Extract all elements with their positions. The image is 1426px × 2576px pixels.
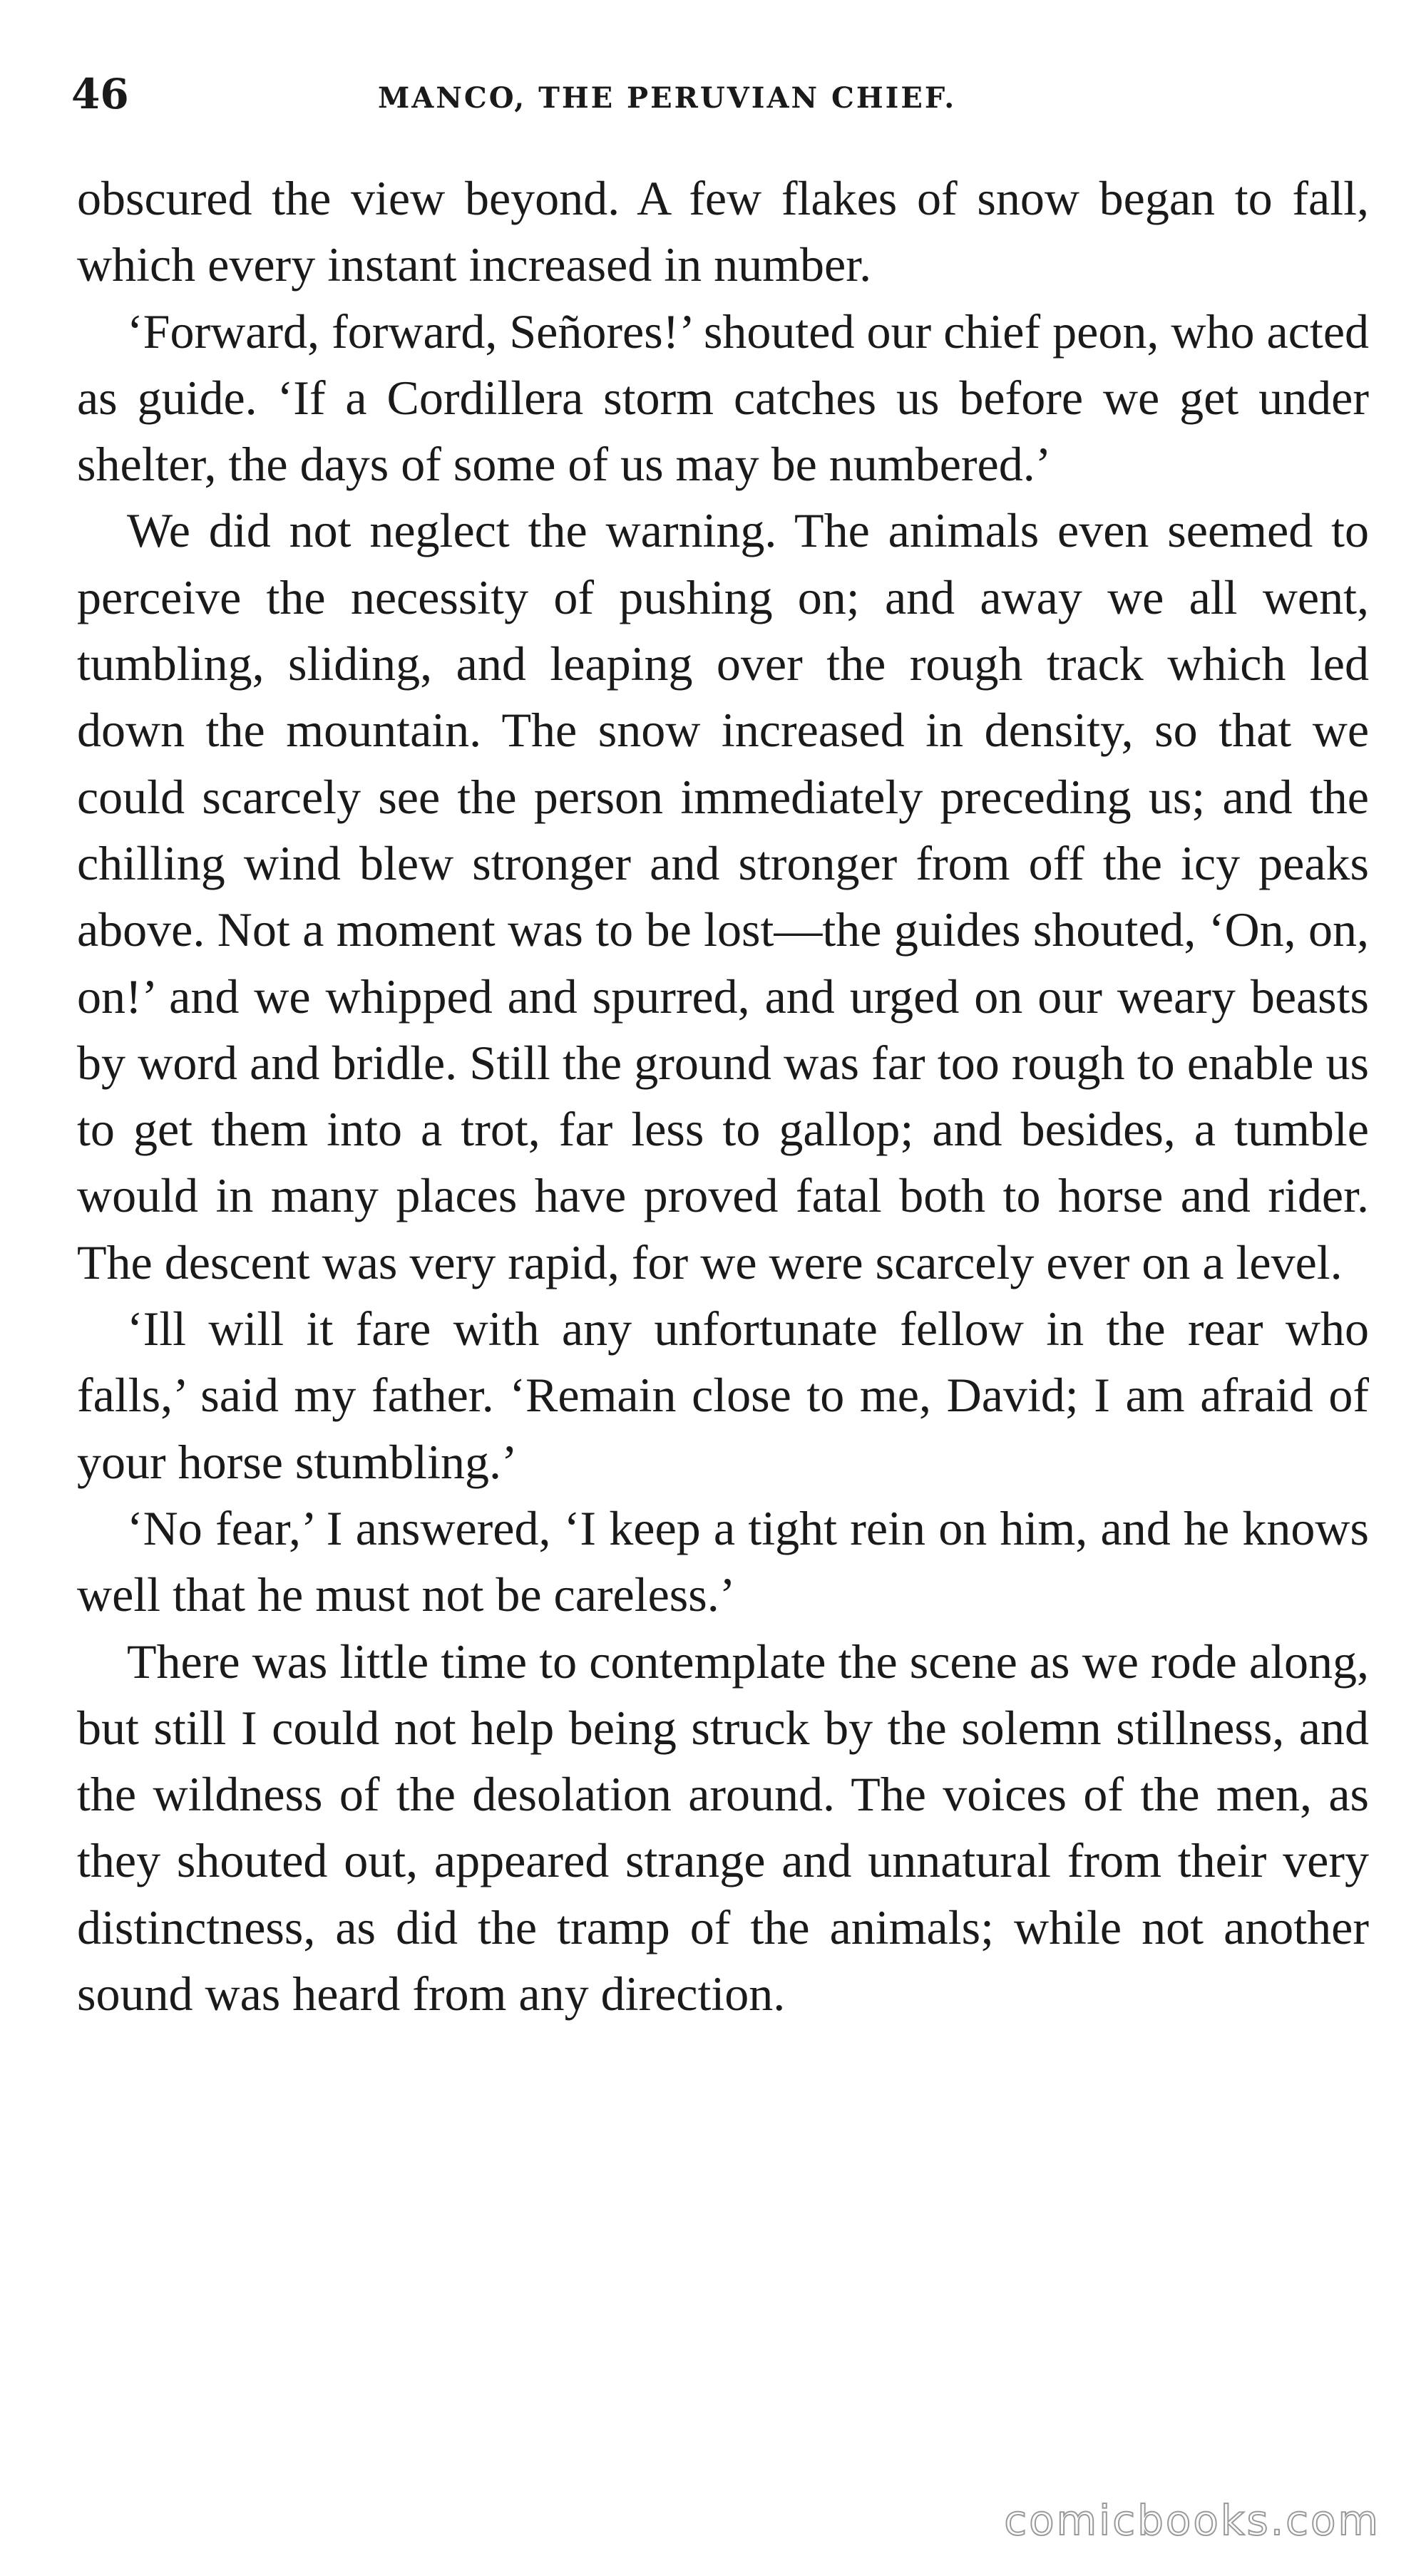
running-title: MANCO, THE PERUVIAN CHIEF.	[378, 81, 957, 115]
paragraph: We did not neglect the warning. The animals even seemed to perceive the necessity of pushing on; and away we all went, tumbling, sliding, and leaping over the rough track which led down the mountain. The snow increased in density, so that we could scarcely see the person immediately preceding us; and the chilling wind blew stronger and stronger from off the icy peaks above. Not a moment was to be lost—the guides shouted, ‘On, on, on!’ and we whipped and spurred, and urged on our weary beasts by word and bridle. Still the ground was far too rough to enable us to get them into a trot, far less to gallop; and besides, a tumble would in many places have proved fatal both to horse and rider. The descent was very rapid, for we were scarcely ever on a level.	[77, 503, 1369, 1289]
running-head	[71, 66, 1355, 123]
paragraph: ‘No fear,’ I answered, ‘I keep a tight rein on him, and he knows well that he must not be careless.’	[77, 1500, 1369, 1622]
page-number: 46	[71, 70, 129, 118]
paragraph: ‘Forward, forward, Señores!’ shouted our chief peon, who acted as guide. ‘If a Cordillera storm catches us before we get under shelter, the days of some of us may be numbered.’	[77, 304, 1369, 492]
paragraph-continuation: obscured the view beyond. A few flakes of snow began to fall, which every instant increased in number.	[77, 171, 1369, 292]
paragraph: There was little time to contemplate the scene as we rode along, but still I could not help being struck by the solemn stillness, and the wildness of the desolation around. The voices of the men, as they shouted out, appeared strange and unnatural from their very distinctness, as did the tramp of the animals; while not another sound was heard from any direction.	[77, 1634, 1369, 2021]
body-text	[77, 165, 1369, 2027]
paragraph: ‘Ill will it fare with any unfortunate fellow in the rear who falls,’ said my father. ‘Remain close to me, David; I am afraid of your horse stumbling.’	[77, 1302, 1369, 1489]
watermark: comicbooks.com	[1004, 2496, 1380, 2545]
